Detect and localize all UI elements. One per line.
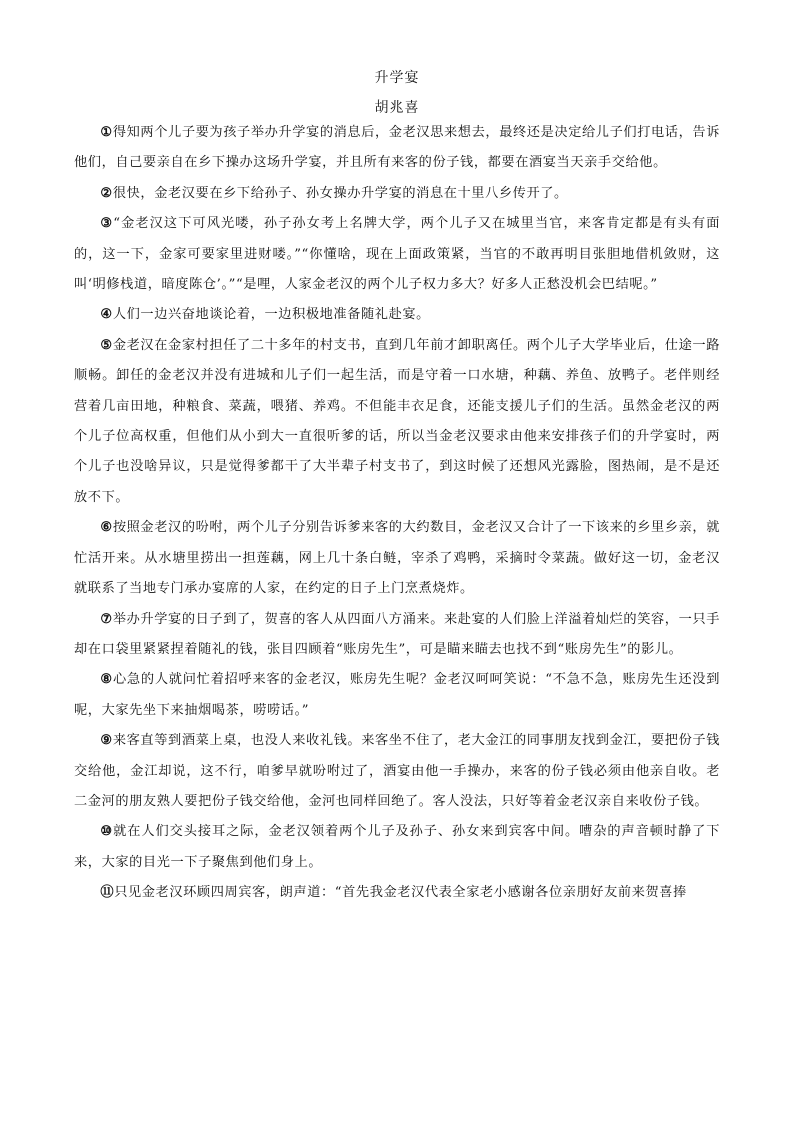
paragraph-text: 举办升学宴的日子到了，贺喜的客人从四面八方涌来。来赴宴的人们脸上洋溢着灿烂的笑容，一只手却在口袋里紧紧捏着随礼的钱，张目四顾着“账房先生”，可是瞄来瞄去也找不到“账房先生”的影儿。 — [74, 611, 720, 657]
paragraph-text: 就在人们交头接耳之际，金老汉领着两个儿子及孙子、孙女来到宾客中间。嘈杂的声音顿时静了下来，大家的目光一下子聚焦到他们身上。 — [74, 824, 720, 870]
paragraph — [74, 300, 720, 330]
paragraph — [74, 331, 720, 513]
paragraph — [74, 726, 720, 817]
paragraph-number: ⑦ — [100, 611, 113, 627]
paragraph — [74, 665, 720, 726]
paragraph — [74, 513, 720, 604]
paragraph — [74, 118, 720, 179]
paragraph — [74, 605, 720, 666]
paragraph-number: ⑧ — [100, 672, 113, 688]
paragraph-number: ⑪ — [100, 885, 115, 901]
article-body — [74, 118, 720, 909]
paragraph-text: 心急的人就问忙着招呼来客的金老汉，账房先生呢？金老汉呵呵笑说：“不急不急，账房先生还没到呢，大家先坐下来抽烟喝茶，唠唠话。” — [74, 672, 720, 718]
paragraph-number: ④ — [100, 307, 113, 323]
paragraph-text: 来客直等到酒菜上桌，也没人来收礼钱。来客坐不住了，老大金江的同事朋友找到金江，要把份子钱交给他，金江却说，这不行，咱爹早就吩咐过了，酒宴由他一手操办，来客的份子钱必须由他亲自收。老二金河的朋友熟人要把份子钱交给他，金河也同样回绝了。客人没法，只好等着金老汉亲自来收份子钱。 — [74, 733, 720, 809]
paragraph-number: ③ — [100, 216, 114, 232]
paragraph-text: “金老汉这下可风光喽，孙子孙女考上名牌大学，两个儿子又在城里当官，来客肯定都是有头有面的，这一下，金家可要家里进财喽。”“你懂啥，现在上面政策紧，当官的不敢再明目张胆地借机敛财，这叫‘明修栈道，暗度陈仓’。”“是哩，人家金老汉的两个儿子权力多大？好多人正愁没机会巴结呢。” — [74, 216, 720, 293]
paragraph — [74, 878, 720, 908]
document-author: 胡兆喜 — [374, 100, 420, 116]
paragraph — [74, 209, 720, 300]
paragraph-text: 只见金老汉环顾四周宾客，朗声道：“首先我金老汉代表全家老小感谢各位亲朋好友前来贺喜捧 — [114, 885, 687, 901]
paragraph — [74, 179, 720, 209]
paragraph-number: ② — [100, 185, 113, 201]
paragraph — [74, 817, 720, 878]
paragraph-number: ⑨ — [100, 733, 113, 749]
paragraph-number: ① — [100, 125, 113, 140]
paragraph-text: 人们一边兴奋地谈论着，一边积极地准备随礼赴宴。 — [112, 307, 430, 323]
paragraph-number: ⑥ — [100, 520, 113, 536]
paragraph-text: 金老汉在金家村担任了二十多年的村支书，直到几年前才卸职离任。两个儿子大学毕业后，仕途一路顺畅。卸任的金老汉并没有进城和儿子们一起生活，而是守着一口水塘，种藕、养鱼、放鸭子。老伴则经营着几亩田地，种粮食、菜蔬，喂猪、养鸡。不但能丰衣足食，还能支援儿子们的生活。虽然金老汉的两个儿子位高权重，但他们从小到大一直很听爹的话，所以当金老汉要求由他来安排孩子们的升学宴时，两个儿子也没啥异议，只是觉得爹都干了大半辈子村支书了，到这时候了还想风光露脸，图热闹，是不是还放不下。 — [74, 337, 720, 505]
paragraph-text: 很快，金老汉要在乡下给孙子、孙女操办升学宴的消息在十里八乡传开了。 — [112, 185, 568, 201]
paragraph-number: ⑤ — [100, 337, 113, 353]
document-title: 升学宴 — [374, 70, 420, 86]
paragraph-number: ⑩ — [100, 824, 114, 840]
paragraph-text: 按照金老汉的吩咐，两个儿子分别告诉爹来客的大约数目，金老汉又合计了一下该来的乡里乡亲，就忙活开来。从水塘里捞出一担莲藕，网上几十条白鲢，宰杀了鸡鸭，采摘时令菜蔬。做好这一切，金老汉就联系了当地专门承办宴席的人家，在约定的日子上门烹煮烧炸。 — [74, 520, 720, 597]
paragraph-text: 得知两个儿子要为孩子举办升学宴的消息后，金老汉思来想去，最终还是决定给儿子们打电话，告诉他们，自己要亲自在乡下操办这场升学宴，并且所有来客的份子钱，都要在酒宴当天亲手交给他。 — [74, 125, 720, 171]
